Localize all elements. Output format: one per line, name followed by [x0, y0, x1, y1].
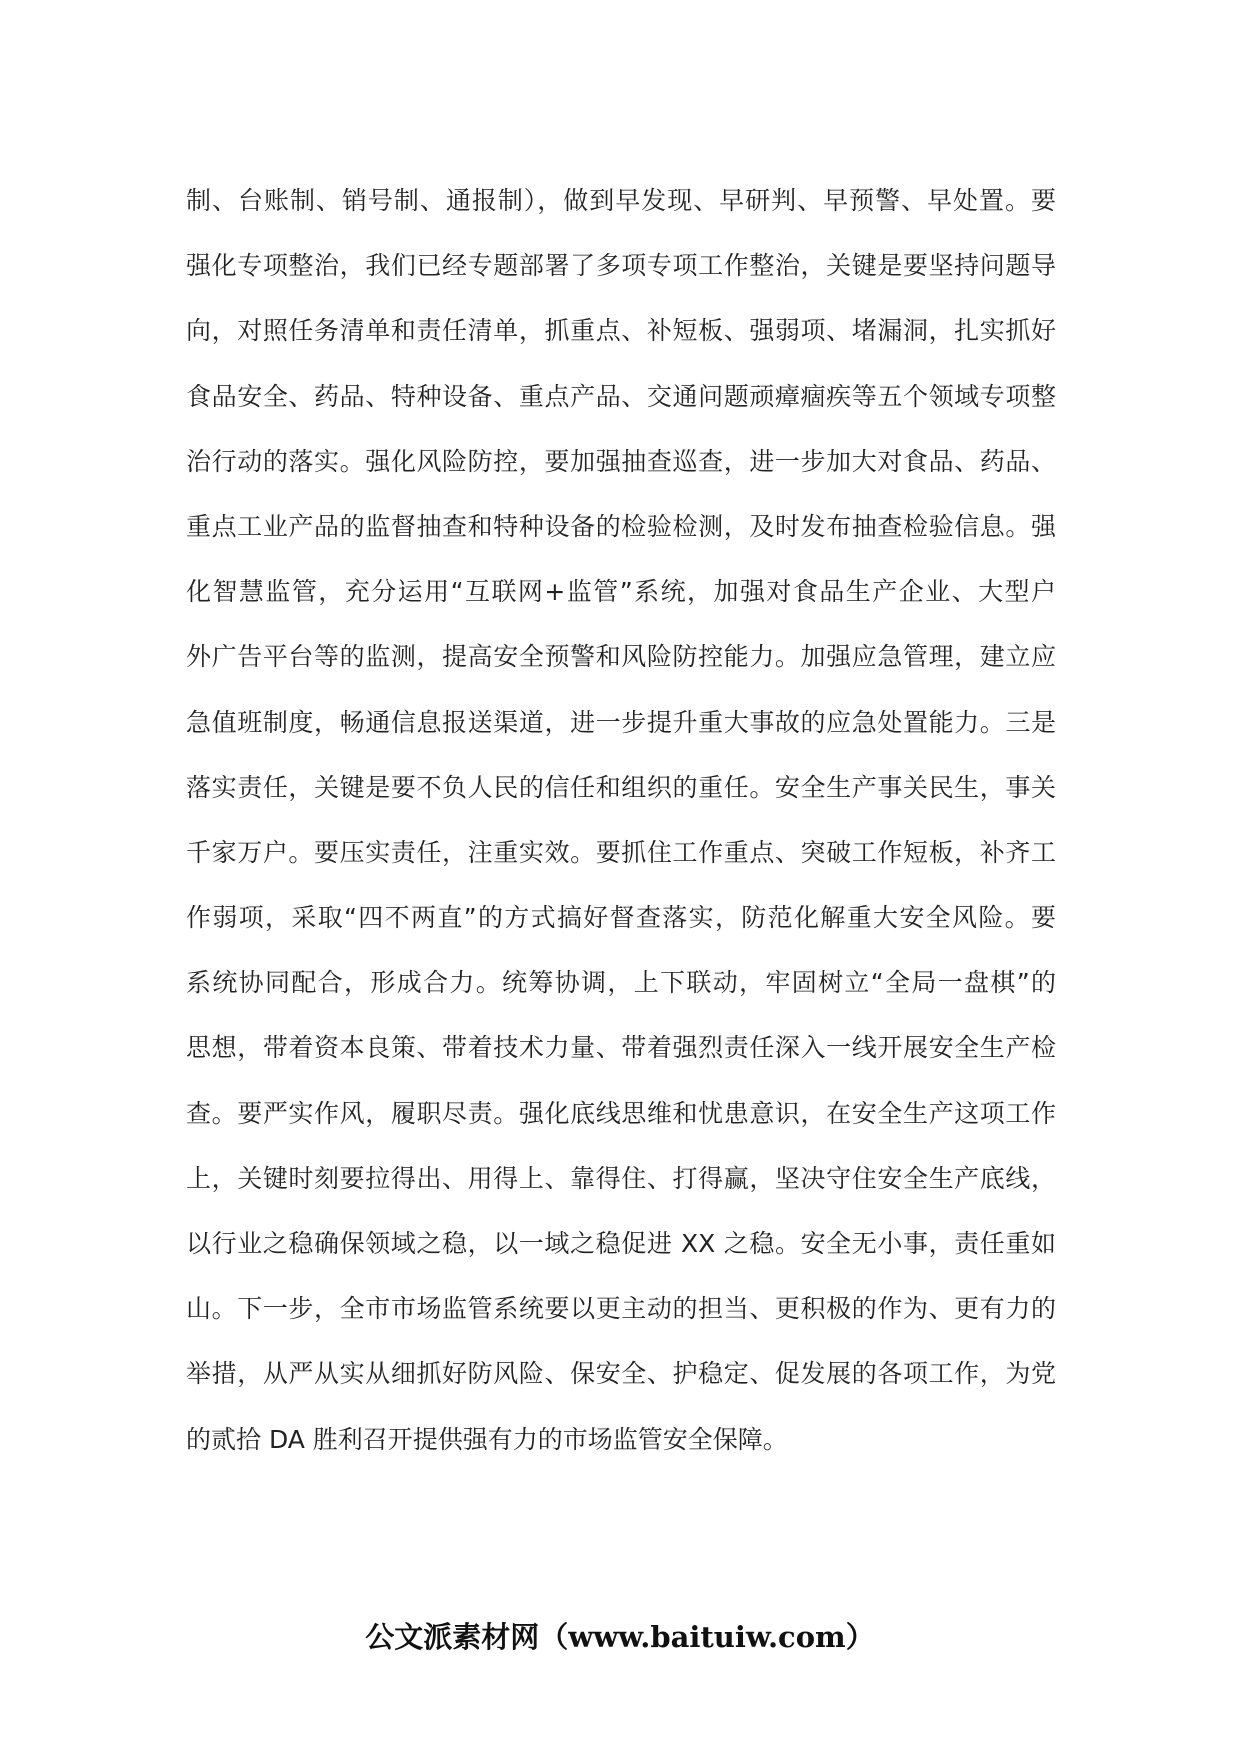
text-line: 千家万户。要压实责任，注重实效。要抓住工作重点、突破工作短板，补齐工: [186, 837, 1056, 867]
text-line: 以行业之稳确保领域之稳，以一域之稳促进 XX 之稳。安全无小事，责任重如: [186, 1229, 1056, 1258]
footer-watermark: 公文派素材网（www.baituiw.com）: [365, 1620, 875, 1654]
text-line: 强化专项整治，我们已经专题部署了多项专项工作整治，关键是要坚持问题导: [186, 251, 1056, 281]
text-line: 查。要严实作风，履职尽责。强化底线思维和忧患意识，在安全生产这项工作: [186, 1098, 1056, 1128]
text-line: 举措，从严从实从细抓好防风险、保安全、护稳定、促发展的各项工作，为党: [186, 1359, 1056, 1389]
text-line: 系统协同配合，形成合力。统筹协调，上下联动，牢固树立“全局一盘棋”的: [186, 968, 1056, 998]
text-line: 制、台账制、销号制、通报制），做到早发现、早研判、早预警、早处置。要: [186, 186, 1056, 215]
text-line: 治行动的落实。强化风险防控，要加强抽查巡查，进一步加大对食品、药品、: [186, 446, 1056, 476]
text-line: 重点工业产品的监督抽查和特种设备的检验检测，及时发布抽查检验信息。强: [186, 511, 1056, 541]
text-line: 外广告平台等的监测，提高安全预警和风险防控能力。加强应急管理，建立应: [186, 642, 1056, 672]
text-line: 化智慧监管，充分运用“互联网+监管”系统，加强对食品生产企业、大型户: [186, 577, 1056, 607]
body-text: [186, 168, 1056, 1472]
text-line: 急值班制度，畅通信息报送渠道，进一步提升重大事故的应急处置能力。三是: [186, 707, 1056, 737]
text-line: 食品安全、药品、特种设备、重点产品、交通问题顽瘴痼疾等五个领域专项整: [186, 381, 1056, 411]
text-line: 作弱项，采取“四不两直”的方式搞好督查落实，防范化解重大安全风险。要: [186, 903, 1056, 933]
text-line: 落实责任，关键是要不负人民的信任和组织的重任。安全生产事关民生，事关: [186, 772, 1056, 802]
text-line: 向，对照任务清单和责任清单，抓重点、补短板、强弱项、堵漏洞，扎实抓好: [186, 316, 1056, 346]
text-line: 山。下一步，全市市场监管系统要以更主动的担当、更积极的作为、更有力的: [186, 1294, 1056, 1324]
text-line: 的贰拾 DA 胜利召开提供强有力的市场监管安全保障。: [186, 1424, 788, 1454]
text-line: 上，关键时刻要拉得出、用得上、靠得住、打得赢，坚决守住安全生产底线，: [186, 1163, 1056, 1193]
text-line: 思想，带着资本良策、带着技术力量、带着强烈责任深入一线开展安全生产检: [186, 1033, 1056, 1063]
